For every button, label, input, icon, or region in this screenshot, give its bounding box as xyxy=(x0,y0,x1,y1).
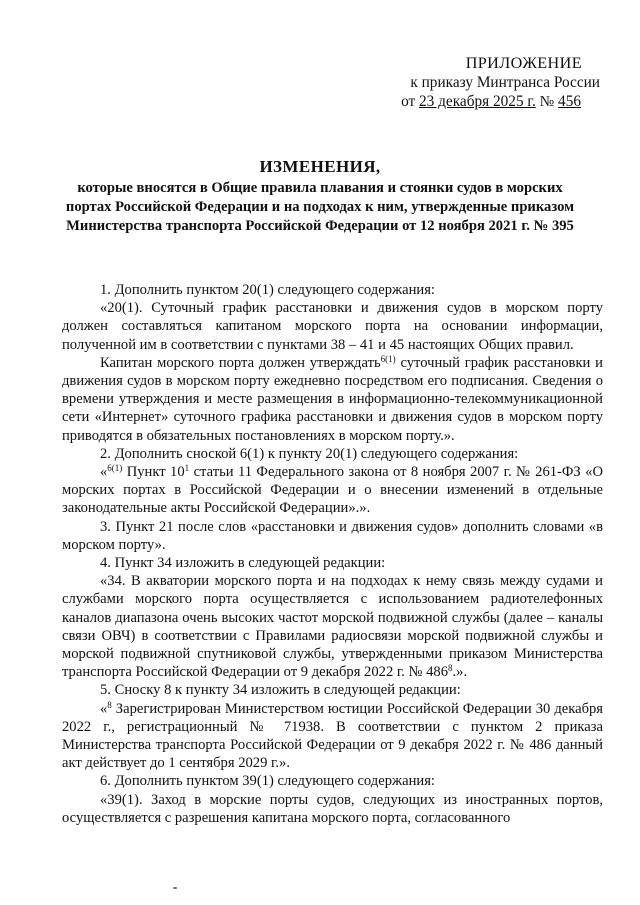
paragraph: «20(1). Суточный график расстановки и движения судов в морском порту должен составляться капитаном морского порта на основании информации, полученной им в соответствии с пунктами 38 – 41 и 45 настоящих Общих правил. xyxy=(62,300,603,353)
paragraph: 5. Сноску 8 к пункту 34 изложить в следующей редакции: xyxy=(100,682,461,699)
date-prefix: от xyxy=(401,93,420,110)
document-subtitle: которые вносятся в Общие правила плавания и стоянки судов в морских портах Российской Федерации и на подходах к ним, утвержденные приказом Министерства транспорта Российской Федерации от 12 ноября 2021 г. № 395 xyxy=(65,180,575,234)
text: Капитан морского порта должен утверждать xyxy=(100,354,381,371)
footnote-ref: 8 xyxy=(107,699,112,710)
order-date-number xyxy=(380,92,581,111)
document-title: ИЗМЕНЕНИЯ, xyxy=(259,157,381,176)
paragraph xyxy=(62,700,603,773)
footnote-ref: 6(1) xyxy=(107,463,123,474)
paragraph: «39(1). Заход в морские порты судов, следующих из иностранных портов, осуществляется с разрешения капитана морского порта, согласованного xyxy=(62,791,603,826)
appendix-header xyxy=(380,54,600,111)
paragraph xyxy=(62,463,603,518)
number-label: № xyxy=(535,93,559,110)
text: « xyxy=(100,700,108,717)
paragraph: 3. Пункт 21 после слов «расстановки и движения судов» дополнить словами «в морском порту». xyxy=(62,518,603,553)
footnote-ref: 8 xyxy=(448,663,453,674)
text: суточный график расстановки и движения судов в морском порту ежедневно посредством его подписания. Сведения о времени утверждения и месте размещения в информационно-телекоммуникационной сети «Интернет» суточного графика расстановки и движения судов в морском порту приводятся в обязательных постановлениях в морском порту.». xyxy=(62,354,603,444)
paragraph xyxy=(62,354,603,445)
superscript: 1 xyxy=(184,463,190,474)
order-number: 456 xyxy=(558,93,581,110)
text: Пункт 10 xyxy=(122,464,185,481)
paragraph: 2. Дополнить сноской 6(1) к пункту 20(1) следующего содержания: xyxy=(100,445,519,462)
order-date: 23 декабря 2025 г. xyxy=(419,93,536,110)
text: .». xyxy=(452,664,468,681)
order-reference: к приказу Минтранса России xyxy=(410,74,600,91)
paragraph: 1. Дополнить пунктом 20(1) следующего содержания: xyxy=(100,282,435,298)
text: « xyxy=(100,464,108,481)
text: «34. В акватории морского порта и на подходах к нему связь между судами и службами морского порта осуществляется с использованием радиотелефонных каналов диапазона очень высоких частот морской подвижной службы (далее – каналы связи ОВЧ) в соответствии с Правилами радиосвязи морской подвижной службы и морской подвижной спутниковой службы, утвержденными приказом Министерства транспорта Российской Федерации от 9 декабря 2022 г. № 486 xyxy=(62,573,603,681)
paragraph xyxy=(62,572,603,681)
footnote-ref: 6(1) xyxy=(380,353,396,364)
appendix-label: ПРИЛОЖЕНИЕ xyxy=(465,54,582,72)
paragraph: 4. Пункт 34 изложить в следующей редакции: xyxy=(100,555,386,572)
paragraph: 6. Дополнить пунктом 39(1) следующего содержания: xyxy=(100,773,435,790)
text: Зарегистрирован Министерством юстиции Российской Федерации 30 декабря 2022 г., регистрационный № 71938. В соответствии с пунктом 2 приказа Министерства транспорта Российской Федерации от 9 декабря 2022 г. № 486 данный акт действует до 1 сентября 2029 г.». xyxy=(62,700,603,772)
document-body xyxy=(62,281,603,827)
scan-speck xyxy=(173,887,177,889)
text: статьи 11 Федерального закона от 8 ноября 2007 г. № 261-ФЗ «О морских портах в Российской Федерации и о внесении изменений в отдельные законодательные акты Российской Федерации».». xyxy=(62,464,603,517)
